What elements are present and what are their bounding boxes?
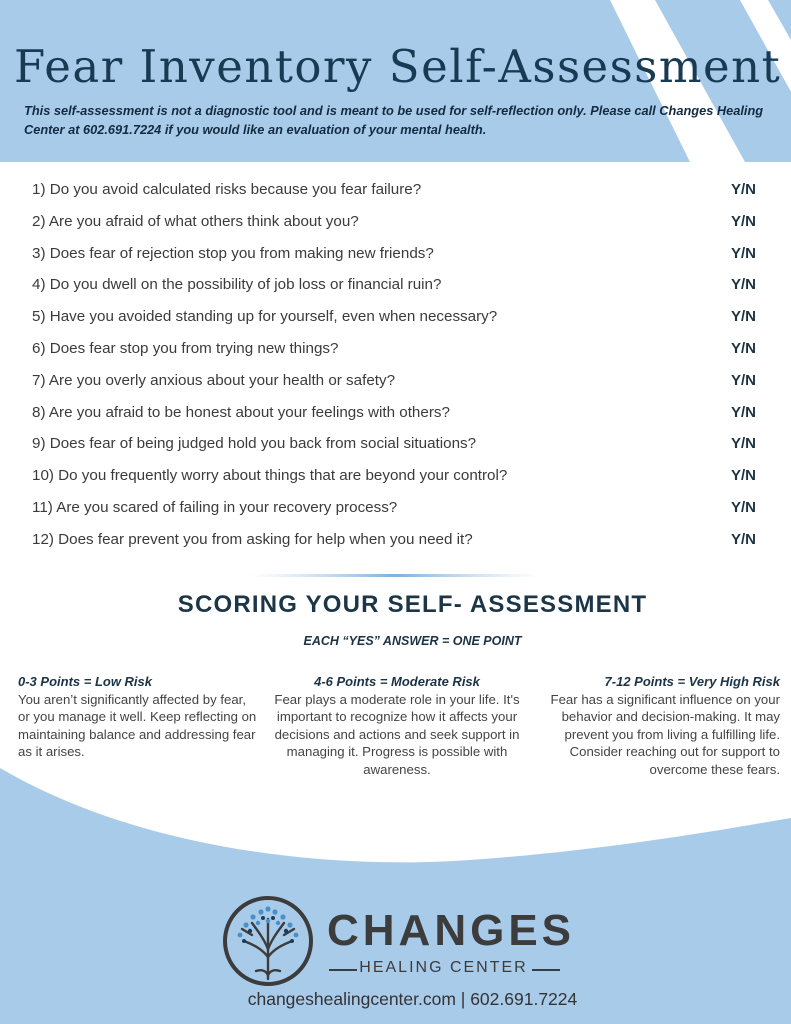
page-title: Fear Inventory Self-Assessment [14,40,782,93]
answer-yn: Y/N [731,212,757,230]
answer-yn: Y/N [731,339,757,357]
question-row [0,404,791,436]
section-divider [250,574,540,577]
question-row [0,435,791,467]
question-text: 2) Are you afraid of what others think about you? [32,212,359,230]
question-text: 10) Do you frequently worry about things that are beyond your control? [32,467,508,485]
answer-yn: Y/N [731,181,757,198]
scoring-subtitle: EACH “YES” ANSWER = ONE POINT [303,634,522,648]
brand-subtitle: HEALING CENTER [359,959,528,976]
risk-low-heading: 0-3 Points = Low Risk [18,674,153,689]
scoring-title: SCORING YOUR SELF- ASSESSMENT [177,591,648,618]
question-text: 5) Have you avoided standing up for yourself, even when necessary? [32,308,498,326]
risk-moderate-heading: 4-6 Points = Moderate Risk [314,674,480,689]
question-row [0,372,791,404]
answer-yn: Y/N [731,435,757,453]
question-text: 6) Does fear stop you from trying new things? [32,339,339,357]
answer-yn: Y/N [731,244,757,262]
question-text: 8) Are you afraid to be honest about your feelings with others? [32,403,450,421]
risk-moderate-text: Fear plays a moderate role in your life. It's important to recognize how it affects your decisions and actions and seek support in managing it. Progress is possible with awareness. [274,691,520,777]
answer-yn: Y/N [731,403,757,421]
question-text: 3) Does fear of rejection stop you from making new friends? [32,244,434,262]
question-row [0,276,791,308]
question-text: 12) Does fear prevent you from asking for help when you need it? [32,530,473,548]
risk-low-text: You aren’t significantly affected by fear, or you manage it well. Keep reflecting on maintaining balance and addressing fear as it arises. [18,691,257,759]
answer-yn: Y/N [731,530,757,548]
disclaimer: This self-assessment is not a diagnostic tool and is meant to be used for self-reflection only. Please call Changes Healing Center at 602.691.7224 if you would like an evaluation of your mental health. [24,103,764,137]
question-row [0,213,791,245]
question-row [0,245,791,277]
question-list [0,181,791,563]
question-text: 1) Do you avoid calculated risks because you fear failure? [32,181,422,198]
brand-name: CHANGES [327,906,576,955]
answer-yn: Y/N [731,276,757,294]
risk-low-block [18,673,258,761]
risk-high-heading: 7-12 Points = Very High Risk [604,674,780,689]
footer-contact: changeshealingcenter.com | 602.691.7224 [247,989,578,1009]
tree-icon [222,895,314,987]
footer-wave [0,760,791,1024]
question-row [0,340,791,372]
answer-yn: Y/N [731,371,757,389]
question-text: 9) Does fear of being judged hold you back from social situations? [32,435,477,453]
question-row [0,499,791,531]
answer-yn: Y/N [731,308,757,326]
question-text: 11) Are you scared of failing in your recovery process? [32,498,398,516]
question-text: 7) Are you overly anxious about your health or safety? [32,371,396,389]
question-row [0,181,791,213]
question-text: 4) Do you dwell on the possibility of job loss or financial ruin? [32,276,442,294]
answer-yn: Y/N [731,467,757,485]
risk-high-text: Fear has a significant influence on your behavior and decision-making. It may prevent you from living a fulfilling life. Consider reaching out for support to overcome these fears. [550,691,780,777]
brand-line-right [532,969,560,971]
brand-subtitle-wrap [327,957,560,981]
answer-yn: Y/N [731,498,757,516]
question-row [0,467,791,499]
question-row [0,531,791,563]
question-row [0,308,791,340]
